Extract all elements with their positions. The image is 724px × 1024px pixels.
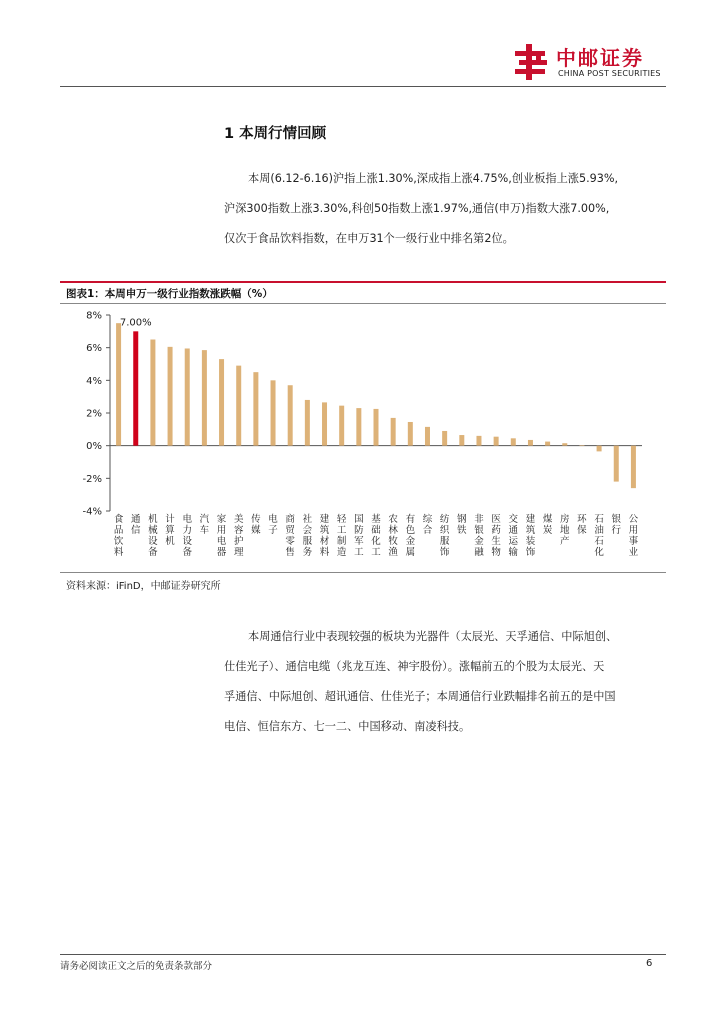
category-label: 电子 bbox=[268, 514, 278, 536]
category-label: 轻工制造 bbox=[336, 514, 347, 558]
bar-4 bbox=[185, 348, 190, 445]
figure-title: 图表1：本周申万一级行业指数涨跌幅（%） bbox=[66, 288, 273, 300]
bar-28 bbox=[597, 446, 602, 452]
industry-index-bar-chart bbox=[60, 305, 660, 570]
y-tick-label: 0% bbox=[86, 441, 102, 453]
bar-19 bbox=[442, 431, 447, 446]
bar-15 bbox=[374, 409, 379, 446]
category-label: 汽车 bbox=[199, 514, 210, 536]
y-tick-label: -4% bbox=[82, 506, 102, 518]
category-label: 传媒 bbox=[251, 514, 261, 536]
paragraph-line: 电信、恒信东方、七一二、中国移动、南凌科技。 bbox=[224, 720, 471, 733]
bar-2 bbox=[150, 340, 155, 446]
category-label: 银行 bbox=[611, 514, 622, 536]
paragraph-line: 沪深300指数上涨3.30%,科创50指数上涨1.97%,通信(申万)指数大涨7.00%, bbox=[224, 202, 610, 215]
bar-24 bbox=[528, 440, 533, 446]
brand-name-cn: 中邮证券 bbox=[556, 46, 644, 70]
paragraph-line: 仅次于食品饮料指数，在申万31个一级行业中排名第2位。 bbox=[224, 232, 514, 245]
footer-divider bbox=[60, 954, 666, 955]
category-label: 有色金属 bbox=[405, 514, 416, 558]
paragraph-line: 本周(6.12-6.16)沪指上涨1.30%,深成指上涨4.75%,创业板指上涨5.93%, bbox=[248, 172, 619, 185]
bar-1 bbox=[133, 331, 138, 445]
bar-8 bbox=[253, 372, 258, 446]
bar-14 bbox=[356, 408, 361, 446]
paragraph-line: 孚通信、中际旭创、超讯通信、仕佳光子；本周通信行业跌幅排名前五的是中国 bbox=[224, 690, 616, 703]
bar-29 bbox=[614, 446, 619, 482]
y-tick-label: 4% bbox=[86, 375, 102, 387]
bar-25 bbox=[545, 442, 550, 446]
category-label: 社会服务 bbox=[302, 514, 313, 558]
category-label: 煤炭 bbox=[542, 514, 553, 536]
category-label: 交通运输 bbox=[508, 514, 519, 558]
section-title: 1 本周行情回顾 bbox=[224, 126, 327, 142]
category-label: 家用电器 bbox=[216, 514, 227, 558]
y-tick-label: 8% bbox=[86, 310, 102, 322]
category-label: 食品饮料 bbox=[113, 514, 124, 558]
telecom-sector-paragraph bbox=[224, 622, 672, 742]
category-label: 电力设备 bbox=[182, 514, 192, 558]
brand-name-en: CHINA POST SECURITIES bbox=[558, 69, 661, 78]
category-label: 机械设备 bbox=[148, 514, 158, 558]
china-post-logo-icon bbox=[512, 42, 552, 82]
bar-11 bbox=[305, 400, 310, 446]
bar-18 bbox=[425, 427, 430, 446]
figure-top-rule bbox=[60, 281, 666, 283]
category-label: 美容护理 bbox=[233, 514, 244, 558]
category-label: 通信 bbox=[130, 514, 141, 536]
category-label: 纺织服饰 bbox=[439, 514, 450, 558]
category-label: 环保 bbox=[577, 514, 587, 536]
bar-3 bbox=[168, 347, 173, 446]
bar-6 bbox=[219, 359, 224, 446]
y-tick-label: -2% bbox=[82, 473, 102, 485]
company-logo bbox=[512, 42, 672, 82]
category-label: 商贸零售 bbox=[285, 514, 295, 558]
footer-disclaimer: 请务必阅读正文之后的免责条款部分 bbox=[60, 961, 213, 972]
category-label: 计算机 bbox=[165, 514, 175, 547]
category-label: 钢铁 bbox=[457, 514, 467, 536]
page-number: 6 bbox=[646, 958, 653, 969]
category-label: 建筑材料 bbox=[319, 514, 330, 558]
bar-26 bbox=[562, 443, 567, 445]
bar-23 bbox=[511, 438, 516, 445]
bar-22 bbox=[494, 437, 499, 446]
bar-13 bbox=[339, 406, 344, 446]
y-tick-label: 2% bbox=[86, 408, 102, 420]
figure-title-rule bbox=[60, 303, 666, 304]
category-label: 建筑装饰 bbox=[525, 514, 536, 558]
category-label: 非银金融 bbox=[474, 514, 484, 558]
figure-source: 资料来源：iFinD，中邮证券研究所 bbox=[66, 581, 221, 592]
bar-10 bbox=[288, 385, 293, 445]
header-divider bbox=[60, 86, 666, 87]
bar-17 bbox=[408, 422, 413, 446]
category-label: 综合 bbox=[422, 514, 433, 536]
highlight-data-label: 7.00% bbox=[119, 317, 152, 329]
bar-0 bbox=[116, 323, 121, 446]
paragraph-line: 本周通信行业中表现较强的板块为光器件（太辰光、天孚通信、中际旭创、 bbox=[248, 630, 618, 643]
bar-21 bbox=[476, 436, 481, 446]
bar-30 bbox=[631, 446, 636, 488]
category-label: 医药生物 bbox=[491, 514, 501, 558]
category-label: 基础化工 bbox=[371, 514, 381, 558]
market-review-paragraph bbox=[224, 164, 672, 254]
bar-12 bbox=[322, 402, 327, 445]
paragraph-line: 仕佳光子）、通信电缆（兆龙互连、神宇股份）。涨幅前五的个股为太辰光、天 bbox=[224, 660, 605, 673]
bar-16 bbox=[391, 418, 396, 446]
category-label: 石油石化 bbox=[594, 514, 604, 558]
bar-20 bbox=[459, 435, 464, 446]
bar-9 bbox=[271, 380, 276, 445]
category-label: 国防军工 bbox=[354, 514, 364, 558]
category-label: 农林牧渔 bbox=[388, 514, 398, 558]
figure-bottom-rule bbox=[60, 572, 666, 573]
y-tick-label: 6% bbox=[86, 343, 102, 355]
bar-7 bbox=[236, 366, 241, 446]
bar-27 bbox=[579, 445, 584, 446]
bar-5 bbox=[202, 350, 207, 446]
category-label: 房地产 bbox=[560, 514, 570, 547]
category-label: 公用事业 bbox=[628, 514, 639, 558]
